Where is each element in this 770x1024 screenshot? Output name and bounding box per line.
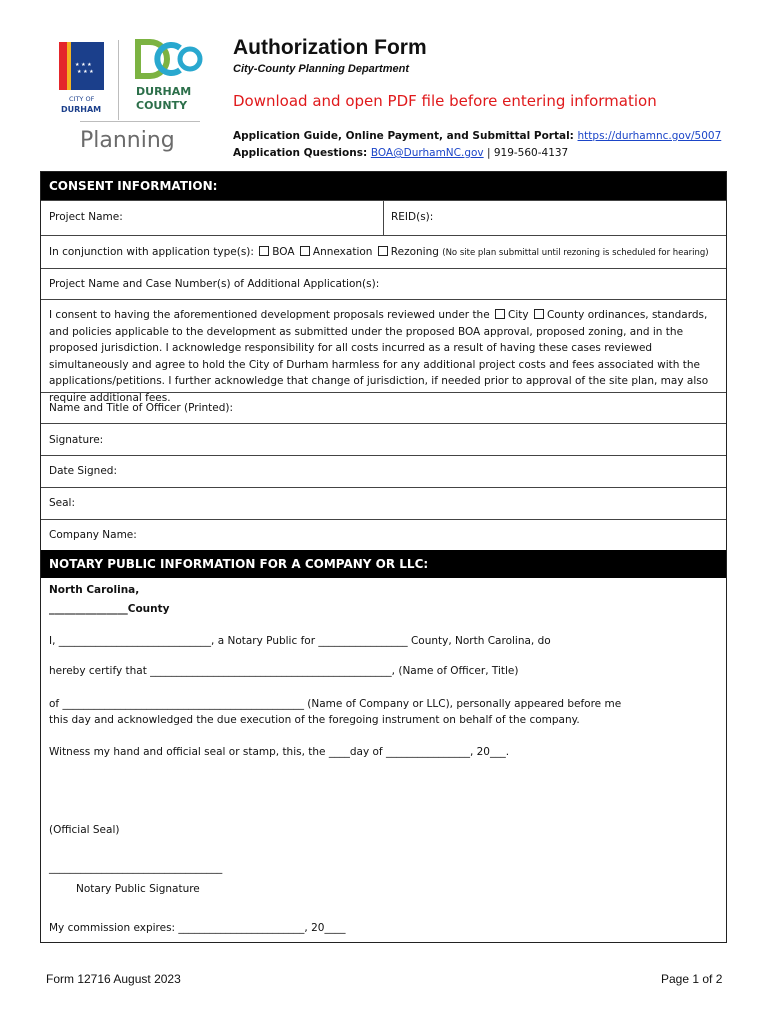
portal-line [233, 130, 721, 142]
signature-label: Signature: [49, 434, 104, 446]
reid-label: REID(s): [391, 211, 434, 223]
notary-county[interactable]: _______________County [49, 603, 170, 615]
logo-city-text1: CITY OF [69, 95, 95, 103]
date-signed-label: Date Signed: [49, 465, 117, 477]
logo-dco-text1: DURHAM [136, 85, 192, 98]
page-number: Page 1 of 2 [661, 972, 723, 986]
consent-text-1: I consent to having the aforementioned development proposals reviewed under the [49, 309, 490, 321]
notary-line-3b: this day and acknowledged the due execution of the foregoing instrument on behalf of the company. [49, 714, 580, 726]
official-seal-label: (Official Seal) [49, 824, 120, 836]
officer-label: Name and Title of Officer (Printed): [49, 402, 234, 414]
form-title: Authorization Form [233, 36, 427, 59]
company-name-label: Company Name: [49, 529, 137, 541]
application-type-row [41, 235, 726, 268]
questions-email-link[interactable]: BOA@DurhamNC.gov [370, 147, 484, 159]
notary-witness[interactable]: Witness my hand and official seal or stamp, this, the ____day of ________________, 20___. [49, 746, 510, 758]
consent-heading: CONSENT INFORMATION: [41, 172, 726, 200]
annexation-label: Annexation [312, 246, 373, 258]
company-name-row[interactable] [41, 519, 726, 550]
notary-line-3a[interactable]: of ______________________________________________ (Name of Company or LLC), personally appeared before me [49, 698, 622, 710]
questions-line [233, 147, 568, 159]
notary-state: North Carolina, [49, 584, 140, 596]
date-signed-row[interactable] [41, 455, 726, 487]
annexation-checkbox[interactable] [300, 246, 310, 256]
portal-link[interactable]: https://durhamnc.gov/5007 [577, 130, 722, 142]
rezoning-note: (No site plan submittal until rezoning is scheduled for hearing) [442, 248, 709, 258]
svg-text:★ ★ ★: ★ ★ ★ [77, 69, 94, 75]
city-of-durham-logo [59, 42, 104, 120]
notary-line-2[interactable]: hereby certify that ______________________________________________, (Name of Officer, Title) [49, 665, 519, 677]
form-id: Form 12716 August 2023 [46, 972, 181, 986]
seal-row[interactable] [41, 487, 726, 519]
boa-checkbox[interactable] [259, 246, 269, 256]
seal-label: Seal: [49, 497, 76, 509]
logo-dco-text2: COUNTY [136, 99, 188, 112]
durham-county-logo [134, 38, 204, 118]
rezoning-checkbox[interactable] [378, 246, 388, 256]
additional-applications-label: Project Name and Case Number(s) of Additional Application(s): [49, 278, 380, 290]
boa-label: BOA [272, 246, 295, 258]
logo-city-text2: DURHAM [61, 105, 102, 114]
commission-expires[interactable]: My commission expires: ________________________, 20____ [49, 922, 346, 934]
consent-text-2: policies applicable to the development as submitted under the proposed BOA approval, proposed zoning, and in the proposed jurisdiction. I acknowledge responsibility for all costs incurred as a result of having these cases reviewed simultaneously and agree to hold the City of Durham harmless for any additional project costs and fees associated with the applications/petitions. I further acknowledge that change of jurisdiction, if needed prior to approval of the site plan, may also require additional fees. [49, 325, 709, 404]
row-divider [383, 201, 384, 235]
portal-label: Application Guide, Online Payment, and Submittal Portal: [233, 130, 574, 142]
planning-divider [80, 121, 200, 122]
logo-divider [118, 40, 119, 120]
city-label: City [508, 309, 529, 321]
notary-signature-label: Notary Public Signature [76, 883, 200, 895]
county-checkbox[interactable] [534, 309, 544, 319]
form-subtitle: City-County Planning Department [233, 63, 410, 75]
project-name-row[interactable] [41, 200, 726, 235]
svg-text:★ ★ ★: ★ ★ ★ [75, 62, 92, 68]
project-name-label: Project Name: [49, 211, 123, 223]
questions-phone: | 919-560-4137 [483, 147, 569, 159]
signature-row[interactable] [41, 423, 726, 455]
rezoning-label: Rezoning [390, 246, 439, 258]
questions-label: Application Questions: [233, 147, 368, 159]
notary-heading: NOTARY PUBLIC INFORMATION FOR A COMPANY OR LLC: [41, 550, 726, 578]
planning-wordmark: Planning [80, 128, 175, 153]
officer-row[interactable] [41, 392, 726, 423]
download-notice: Download and open PDF file before entering information [233, 92, 657, 110]
county-label: County ordinances, standards, and [49, 309, 708, 338]
additional-applications-row[interactable] [41, 268, 726, 299]
notary-line-1[interactable]: I, _____________________________, a Notary Public for _________________ County, North Carolina, do [49, 635, 551, 647]
application-type-label: In conjunction with application type(s): [49, 246, 254, 258]
notary-signature-line[interactable]: _________________________________ [49, 862, 223, 874]
city-checkbox[interactable] [495, 309, 505, 319]
